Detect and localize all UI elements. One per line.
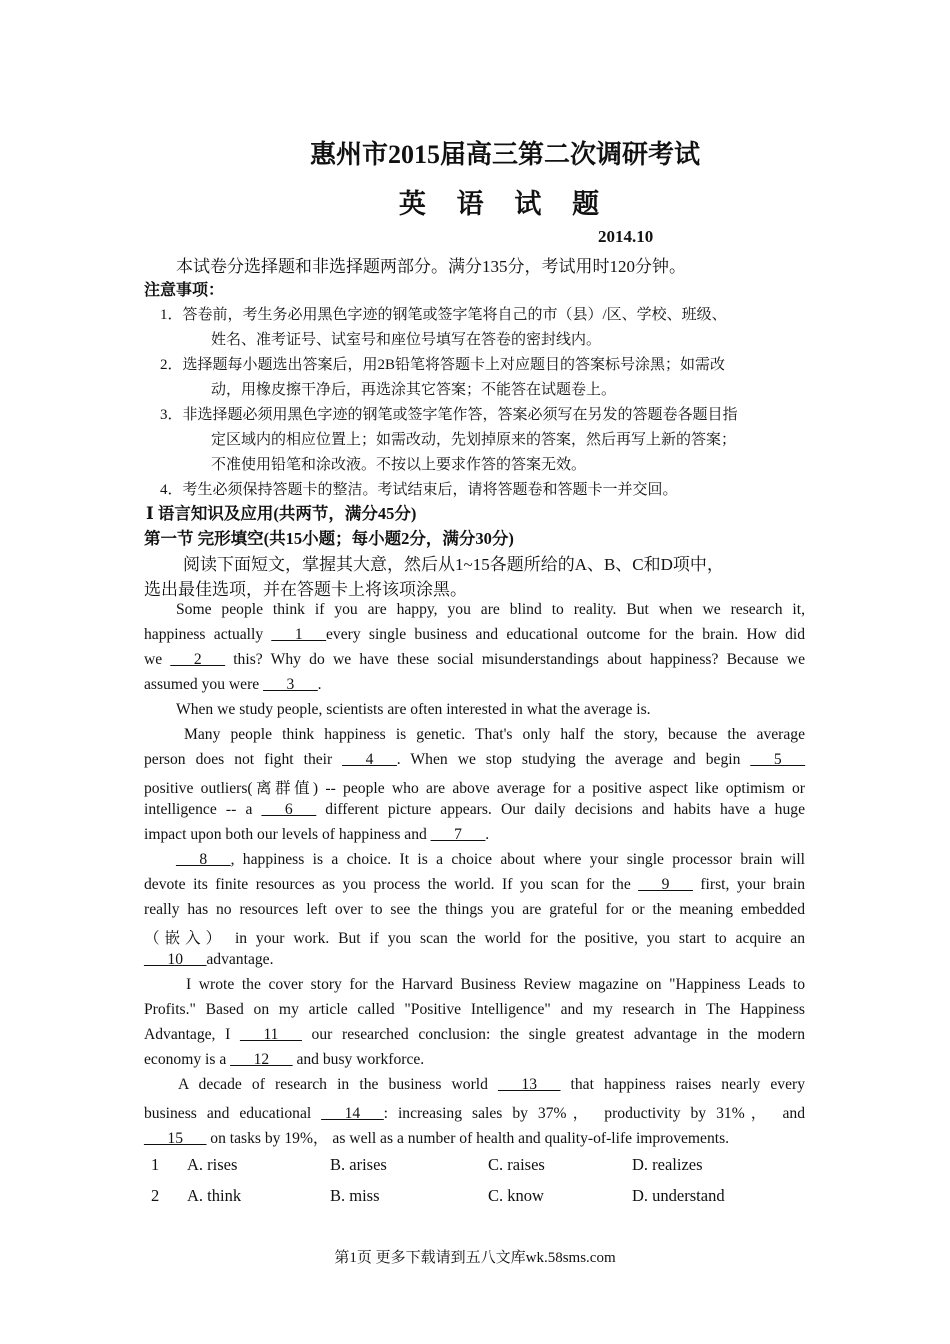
notice-line: 4．考生必须保持答题卡的整洁。考试结束后，请将答题卷和答题卡一并交回。 — [160, 482, 678, 498]
passage-line: ___10___advantage. — [144, 951, 274, 968]
question-number: 1 — [151, 1155, 160, 1174]
page-footer: 第1页 更多下载请到五八文库wk.58sms.com — [334, 1250, 616, 1266]
blank-13: ___13___ — [498, 1076, 561, 1093]
passage-line: really has no resources left over to see the things you are grateful for or the meaning embedded — [144, 901, 805, 918]
instruction-line: 选出最佳选项，并在答题卡上将该项涂黑。 — [144, 580, 467, 599]
passage-line: Some people think if you are happy, you are blind to reality. But when we research it, — [176, 601, 805, 618]
option-d: D. realizes — [632, 1155, 703, 1174]
passage-line: assumed you were ___3___. — [144, 676, 322, 693]
blank-7: ___7___ — [430, 826, 486, 843]
passage-line: Profits." Based on my article called "Positive Intelligence" and my research in The Happiness — [144, 1001, 805, 1018]
passage-line: we ___2___ this? Why do we have these social misunderstandings about happiness? Because we — [144, 651, 805, 668]
blank-15: ___15___ — [144, 1130, 207, 1147]
notice-heading: 注意事项： — [144, 282, 225, 299]
passage-line: devote its finite resources as you process the world. If you scan for the ___9___ first, your brain — [144, 876, 805, 893]
notice-line: 2．选择题每小题选出答案后，用2B铅笔将答题卡上对应题目的答案标号涂黑；如需改 — [160, 357, 726, 373]
passage-line: A decade of research in the business world ___13___ that happiness raises nearly every — [178, 1076, 805, 1093]
option-c: C. know — [488, 1186, 544, 1205]
notice-line: 动，用橡皮擦干净后，再选涂其它答案；不能答在试题卷上。 — [211, 382, 617, 398]
notice-line: 1．答卷前，考生务必用黑色字迹的钢笔或签字笔将自己的市（县）/区、学校、班级、 — [160, 307, 727, 323]
notice-line: 不准使用铅笔和涂改液。不按以上要求作答的答案无效。 — [211, 457, 587, 473]
passage-line: I wrote the cover story for the Harvard Business Review magazine on "Happiness Leads to — [186, 976, 805, 993]
exam-date: 2014.10 — [598, 227, 654, 246]
blank-4: ___4___ — [342, 751, 397, 768]
blank-3: ___3___ — [263, 676, 318, 693]
passage-line: intelligence -- a ___6___ different picture appears. Our daily decisions and habits have a huge — [144, 801, 805, 818]
option-b: B. miss — [330, 1186, 380, 1205]
passage-line: ___15___ on tasks by 19%， as well as a number of health and quality-of-life improvements. — [144, 1130, 730, 1147]
exam-title: 惠州市2015届高三第二次调研考试 — [309, 140, 700, 169]
section-heading: 第一节 完形填空(共15小题；每小题2分，满分30分) — [144, 529, 514, 548]
option-c: C. raises — [488, 1155, 545, 1174]
passage-line: Many people think happiness is genetic. That's only half the story, because the average — [184, 726, 805, 743]
passage-line: ___8___, happiness is a choice. It is a choice about where your single processor brain will — [176, 851, 805, 868]
passage-line: Advantage, I ___11___ our researched conclusion: the single greatest advantage in the modern — [144, 1026, 805, 1043]
option-d: D. understand — [632, 1186, 725, 1205]
blank-11: ___11___ — [240, 1026, 302, 1043]
blank-6: ___6___ — [261, 801, 317, 818]
option-a: A. think — [187, 1186, 242, 1205]
notice-line: 3．非选择题必须用黑色字迹的钢笔或签字笔作答，答案必须写在另发的答题卷各题目指 — [160, 407, 738, 423]
question-number: 2 — [151, 1186, 160, 1205]
exam-intro: 本试卷分选择题和非选择题两部分。满分135分，考试用时120分钟。 — [176, 257, 686, 276]
part-heading: Ⅰ 语言知识及应用(共两节，满分45分) — [146, 504, 417, 523]
passage-line: positive outliers(离群值) -- people who are above average for a positive aspect like optimism or — [144, 780, 805, 797]
passage-line: When we study people, scientists are often interested in what the average is. — [176, 701, 651, 718]
blank-12: ___12___ — [230, 1051, 293, 1068]
blank-2: ___2___ — [170, 651, 225, 668]
passage-line: （嵌入） in your work. But if you scan the world for the positive, you start to acquire an — [144, 930, 805, 947]
blank-5: ___5___ — [750, 751, 805, 768]
passage-line: business and educational ___14___: increasing sales by 37%， productivity by 31%， and — [144, 1105, 805, 1122]
blank-1: ___1___ — [271, 626, 326, 643]
blank-8: ___8___ — [176, 851, 231, 868]
blank-14: ___14___ — [321, 1105, 384, 1122]
instruction-line: 阅读下面短文，掌握其大意，然后从1~15各题所给的A、B、C和D项中， — [183, 555, 724, 574]
passage-line: person does not fight their ___4___. When we stop studying the average and begin ___5___ — [144, 751, 805, 768]
passage-line: happiness actually ___1___every single business and educational outcome for the brain. How did — [144, 626, 805, 643]
option-a: A. rises — [187, 1155, 238, 1174]
notice-line: 定区域内的相应位置上；如需改动，先划掉原来的答案，然后再写上新的答案； — [211, 432, 737, 448]
passage-line: economy is a ___12___ and busy workforce. — [144, 1051, 425, 1068]
notice-line: 姓名、准考证号、试室号和座位号填写在答卷的密封线内。 — [211, 332, 602, 348]
exam-subtitle: 英 语 试 题 — [398, 189, 612, 219]
option-b: B. arises — [330, 1155, 387, 1174]
blank-10: ___10___ — [144, 951, 207, 968]
blank-9: ___9___ — [638, 876, 693, 893]
passage-line: impact upon both our levels of happiness and ___7___. — [144, 826, 490, 843]
